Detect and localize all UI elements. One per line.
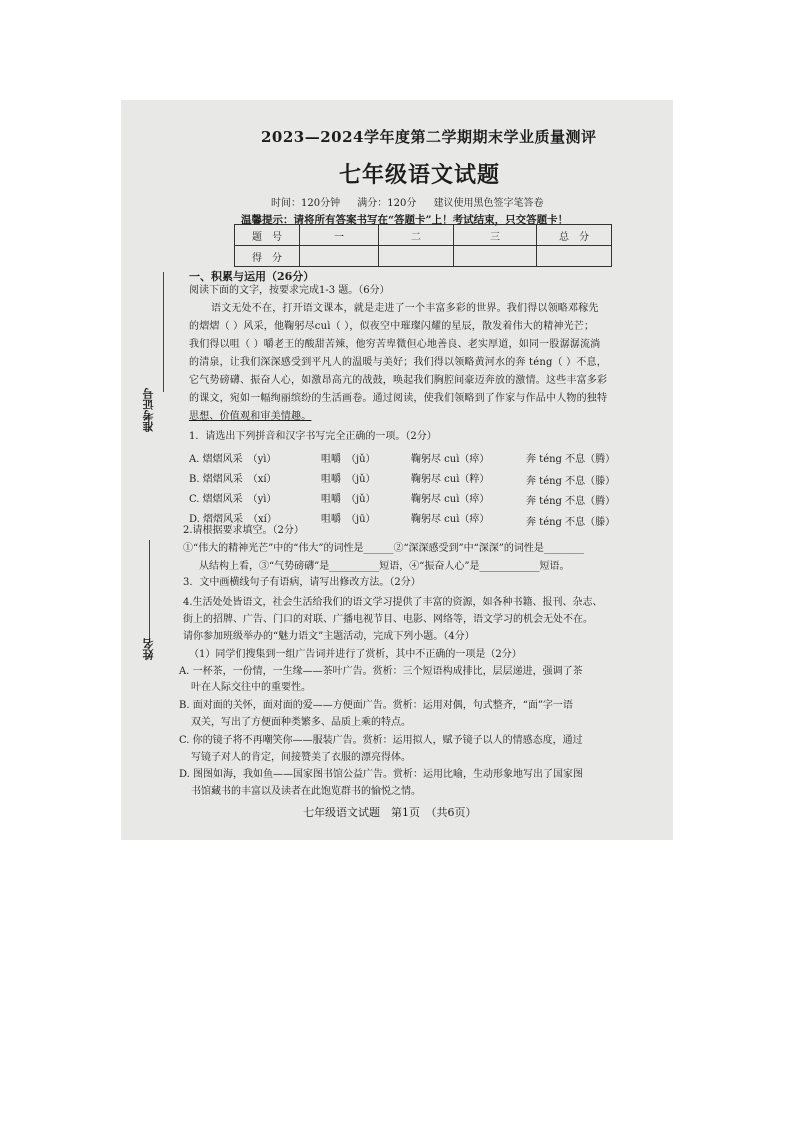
page-footer: 七年级语文试题 第1页 （共6页） — [303, 806, 477, 819]
exam-title: 2023—2024学年度第二学期期末学业质量测评 — [261, 128, 597, 146]
passage-line: 它气势磅礴、振奋人心，如激昂高亢的战鼓，唤起我们胸腔间豪迈奔放的激情。这些丰富多彩 — [189, 375, 608, 386]
option-text: 咀嚼 （jǔ） — [321, 454, 376, 465]
table-cell: 二 — [379, 225, 454, 246]
main-title: 七年级语文试题 — [339, 162, 501, 188]
q4-sub1-stem: （1）同学们搜集到一组广告词并进行了赏析，其中不正确的一项是（2分） — [189, 649, 522, 660]
table-cell: 题 号 — [235, 225, 300, 246]
option-text: 奔 téng 不息（腾） — [526, 454, 616, 465]
table-cell — [300, 246, 379, 267]
passage-line: 的熠熠（ ）风采，他鞠躬尽cuì（ ），似夜空中璀璨闪耀的星辰，散发着伟大的精神光芒； — [189, 321, 595, 332]
option-text: 鞠躬尽 cuì（瘁） — [411, 514, 490, 525]
option-text: 咀嚼 （jū） — [321, 514, 376, 525]
option-text: 双关，写出了方便面种类繁多、品质上乘的特点。 — [191, 717, 411, 728]
option-text: 奔 téng 不息（腾） — [526, 496, 616, 507]
passage-line: 的课文，宛如一幅绚丽缤纷的生活画卷。通过阅读，使我们领略到了作家与作品中人物的独特 — [189, 393, 608, 404]
option-text: A. 熠熠风采 （yì） — [189, 454, 277, 465]
table-cell: 一 — [300, 225, 379, 246]
option-text: C. 熠熠风采 （yì） — [189, 494, 277, 505]
q2-line-1: ①“伟大的精神光芒”中的“伟大”的词性是______②“深深感受到”中“深深”的词性是________ — [183, 543, 584, 554]
table-cell: 总 分 — [537, 225, 612, 246]
option-text: C. 你的镜子将不再嘲笑你——服装广告。赏析：运用拟人，赋予镜子以人的情感态度，通过 — [179, 735, 583, 746]
option-text: 鞠躬尽 cuì（粹） — [411, 474, 490, 485]
option-text: D. 熠熠风采 （xí） — [189, 514, 277, 525]
option-text: 写镜子对人的肯定，间接赞美了衣服的漂亮得体。 — [191, 752, 411, 763]
option-text: 咀嚼 （jǔ） — [321, 494, 376, 505]
table-cell: 得 分 — [235, 246, 300, 267]
name-line — [149, 610, 150, 636]
option-text: 奔 téng 不息（滕） — [526, 517, 616, 528]
time-info: 时间：120分钟 — [271, 198, 341, 209]
score-table-score-row — [235, 246, 612, 267]
section-1-title: 一、积累与运用（26分） — [189, 270, 315, 283]
exam-id-label: 准考证号 — [142, 388, 155, 432]
q4-intro-line: 请你参加班级举办的“魅力语文”主题活动，完成下列小题。（4分） — [183, 631, 475, 642]
score-table-header-row — [235, 225, 612, 246]
option-text: D. 图图如海，我如鱼——国家图书馆公益广告。赏析：运用比喻，生动形象地写出了国家图 — [179, 769, 584, 780]
q1-stem: 1．请选出下列拼音和汉字书写完全正确的一项。（2分） — [189, 431, 437, 442]
option-text: 咀嚼 （jǔ） — [321, 474, 376, 485]
score-table — [234, 224, 612, 267]
exam-paper-photo — [121, 100, 673, 840]
reading-instruction: 阅读下面的文字，按要求完成1-3 题。（6分） — [189, 285, 390, 296]
table-cell — [537, 246, 612, 267]
score-info: 满分：120分 — [357, 198, 417, 209]
q4-intro-line: 街上的招牌、广告、门口的对联、广播电视节目、电影、网络等，语文学习的机会无处不在。 — [183, 614, 593, 625]
binding-line — [163, 272, 164, 392]
option-text: B. 面对面的关怀，面对面的爱——方便面广告。赏析：运用对偶，句式整齐，“面”字一语 — [179, 700, 573, 711]
passage-line: 的清泉，让我们深深感受到平凡人的温暖与美好；我们得以领略黄河水的奔 téng（ ）不息， — [189, 357, 607, 368]
option-text: 鞠躬尽 cuì（瘁） — [411, 454, 490, 465]
table-cell — [379, 246, 454, 267]
option-text: 书馆藏书的丰富以及读者在此饱览群书的愉悦之情。 — [191, 786, 421, 797]
option-text: A. 一杯茶，一份情，一生缘——茶叶广告。赏析：三个短语构成排比，层层递进，强调了茶 — [179, 666, 583, 677]
q2-line-2: 从结构上看，③“气势磅礴”是__________短语，④“振奋人心”是____________短语。 — [199, 561, 570, 572]
option-text: 叶在人际交往中的重要性。 — [191, 682, 311, 693]
exam-info — [271, 194, 558, 209]
passage-line: 语文无处不在，打开语文课本，就是走进了一个丰富多彩的世界。我们得以领略邓稼先 — [211, 303, 599, 314]
table-cell — [454, 246, 537, 267]
table-cell: 三 — [454, 225, 537, 246]
q3-stem: 3．文中画横线句子有语病，请写出修改方法。（2分） — [183, 577, 421, 588]
q2-stem: 2.请根据要求填空。（2分） — [183, 525, 304, 536]
q4-intro-line: 4.生活处处皆语文，社会生活给我们的语文学习提供了丰富的资源，如各种书籍、报刊、杂志、 — [183, 597, 603, 608]
warm-tip: 温馨提示：请将所有答案书写在“答题卡”上！考试结束，只交答题卡！ — [241, 214, 569, 226]
option-text: 奔 téng 不息（滕） — [526, 476, 616, 487]
passage-line: 思想、价值观和审美情趣。 — [189, 411, 312, 422]
pen-note: 建议使用黑色签字笔答卷 — [433, 198, 544, 209]
passage-line: 我们得以咀（ ）嚼老王的酸甜苦辣，他穷苦卑微但心地善良、老实厚道，如同一股潺潺流淌 — [189, 339, 601, 350]
name-label: 姓名 — [142, 638, 155, 660]
option-text: B. 熠熠风采 （xí） — [189, 474, 277, 485]
option-text: 鞠躬尽 cuì（瘁） — [411, 494, 490, 505]
